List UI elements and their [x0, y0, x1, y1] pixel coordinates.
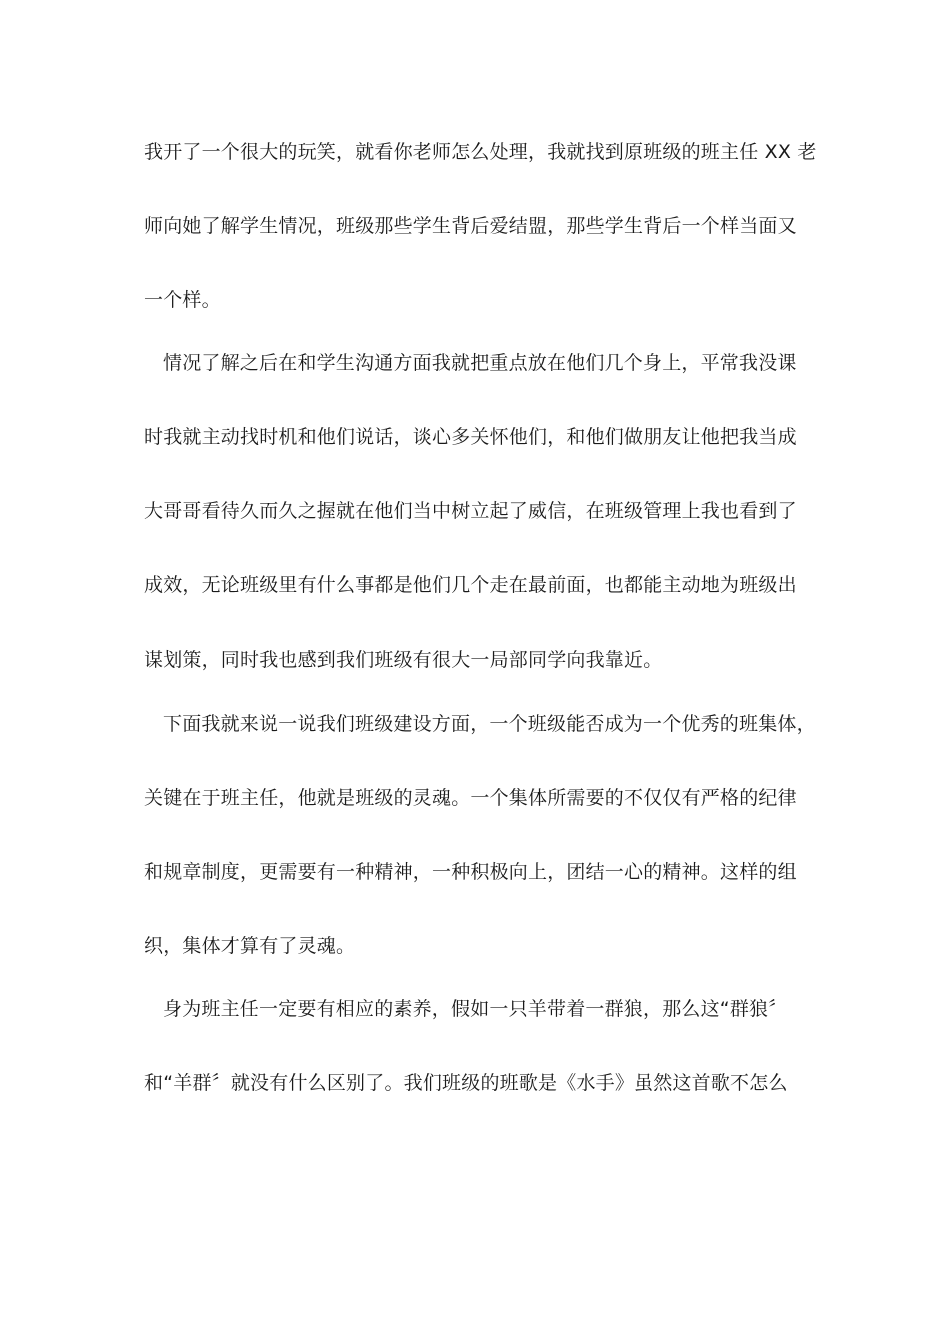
paragraph-start-line: 身为班主任一定要有相应的素养，假如一只羊带着一群狼，那么这“群狼〞	[163, 998, 788, 1020]
text-line: 和“羊群〞就没有什么区别了。我们班级的班歌是《水手》虽然这首歌不怎么	[144, 1072, 788, 1094]
text-line: 师向她了解学生情况，班级那些学生背后爱结盟，那些学生背后一个样当面又	[144, 215, 797, 237]
text-line: 时我就主动找时机和他们说话，谈心多关怀他们，和他们做朋友让他把我当成	[144, 426, 797, 448]
paragraph-start-line: 情况了解之后在和学生沟通方面我就把重点放在他们几个身上，平常我没课	[163, 352, 797, 374]
text-line: 织，集体才算有了灵魂。	[144, 935, 356, 957]
text-line: 关键在于班主任，他就是班级的灵魂。一个集体所需要的不仅仅有严格的纪律	[144, 787, 797, 809]
text-line: 谋划策，同时我也感到我们班级有很大一局部同学向我靠近。	[144, 649, 663, 671]
paragraph-start-line: 下面我就来说一说我们班级建设方面，一个班级能否成为一个优秀的班集体，	[163, 713, 816, 735]
text-line: 一个样。	[144, 289, 221, 311]
text-line: 大哥哥看待久而久之握就在他们当中树立起了威信，在班级管理上我也看到了	[144, 500, 797, 522]
text-line: 成效，无论班级里有什么事都是他们几个走在最前面，也都能主动地为班级出	[144, 574, 797, 596]
text-line: 和规章制度，更需要有一种精神，一种积极向上，团结一心的精神。这样的组	[144, 861, 797, 883]
text-line: 我开了一个很大的玩笑，就看你老师怎么处理，我就找到原班级的班主任 XX 老	[144, 141, 817, 163]
